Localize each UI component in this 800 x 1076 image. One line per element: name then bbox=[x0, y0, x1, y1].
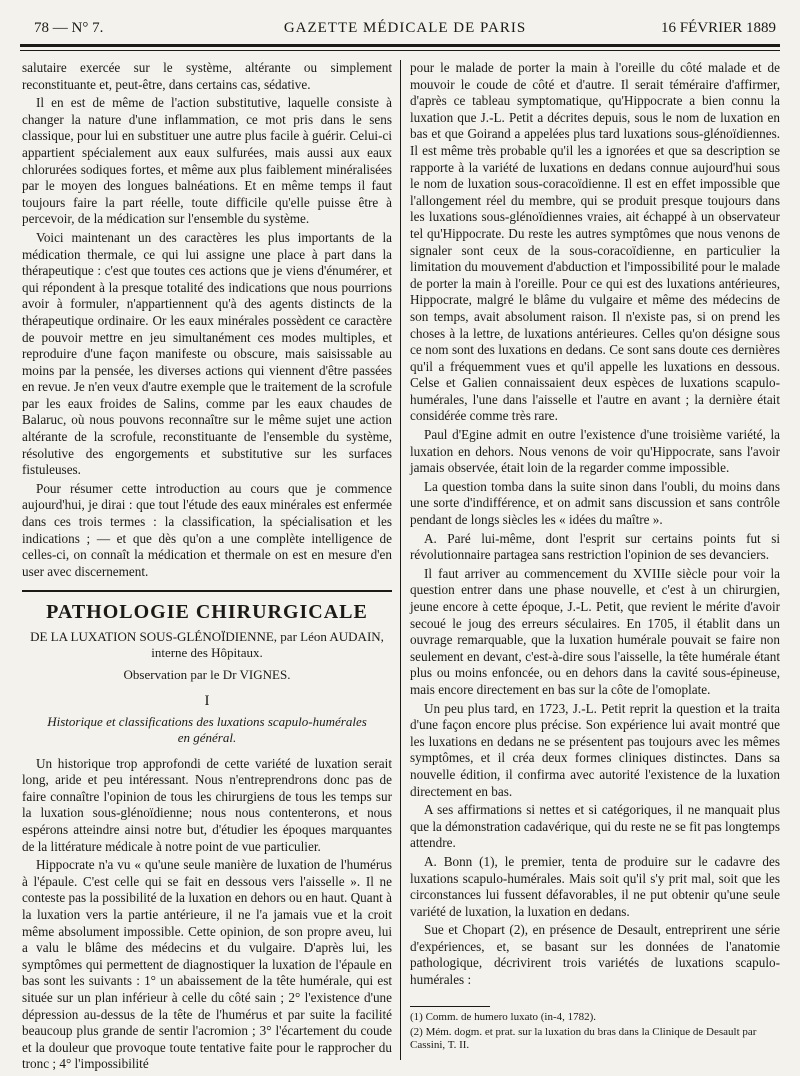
paragraph: A ses affirmations si nettes et si catégoriques, il ne manquait plus que la démonstration cadavérique, qui du reste ne se fit pas longtemps attendre. bbox=[410, 802, 780, 851]
paragraph: Pour résumer cette introduction au cours que je commence aujourd'hui, je dirai : que tout l'étude des eaux minérales est enfermée dans ces trois termes : la classification, la spécialisation et les indications ; — et que dès qu'on a une complète intelligence de celles-ci, on connaît la médication et thermale on est en mesure d'en user avec discernement. bbox=[22, 480, 392, 579]
journal-title: GAZETTE MÉDICALE DE PARIS bbox=[283, 20, 527, 36]
paragraph: Voici maintenant un des caractères les plus importants de la médication thermale, ce qui lui assigne une place à part dans la thérapeutique : c'est que toutes ces actions que je viens d'énumérer, et qui répondent à la presque totalité des indications que nous pourrions avoir à formuler, n'appartiennent qu'à des agents distincts de la thérapeutique ordinaire. Or les eaux minérales possèdent ce caractère de pouvoir mettre en jeu simultanément ces modes multiples, et reproduire d'une façon manifeste ou obscure, mais saisissable au moins par la pensée, les diverses actions qui viennent d'être passées en revue. Je n'en veux d'autre exemple que le traitement de la scrofule par les eaux froides de Salins, comme par les eaux chaudes de Balaruc, où nous pouvons reconnaître sur le même sujet une action altérante de la scrofule, reconstituante de l'ensemble du système, résolutive des engorgements et substitutive sur les surfaces fistuleuses. bbox=[22, 229, 392, 478]
paragraph: Il en est de même de l'action substitutive, laquelle consiste à changer la nature d'une inflammation, ce mot pris dans le sens classique, pour lui en substituer une autre plus facile à guérir. Celui-ci appartient spécialement aux eaux sulfurées, mais aussi aux eaux chlorurées sodiques fortes, et même aux plus faiblement minéralisées par le moyen des longues balnéations. Et en même temps il faut toujours faire la part réelle, toute difficile qu'elle puisse être à percevoir, de la médication sur l'ensemble du système. bbox=[22, 95, 392, 227]
footnote: (1) Comm. de humero luxato (in-4, 1782). bbox=[410, 1011, 597, 1023]
article-byline bbox=[22, 629, 392, 661]
section-numeral: I bbox=[204, 693, 210, 709]
footnote-rule bbox=[410, 1006, 490, 1007]
paragraph: A. Bonn (1), le premier, tenta de produire sur le cadavre des luxations scapulo-humérales. Mais soit qu'il s'y prit mal, soit que les circonstances lui fussent défavorables, il ne put obtenir qu'une seule variété de luxation, la luxation en dedans. bbox=[410, 853, 780, 919]
footnotes bbox=[410, 1006, 780, 1054]
paragraph: Sue et Chopart (2), en présence de Desault, entreprirent une série d'expériences, et, se basant sur les données de l'anatomie pathologique, décrivirent trois variétés de luxations scapulo-humérales : bbox=[410, 922, 780, 988]
paragraph: Hippocrate n'a vu « qu'une seule manière de luxation de l'humérus à l'épaule. C'est celle qui se fait en dessous vers l'aisselle ». Il ne conteste pas la possibilité de la luxation en dehors ou en haut. Quant à la luxation vers la partie antérieure, il ne l'a jamais vue et la croit même absolument impossible. Cette opinion, de son propre aveu, lui a valu le blâme des médecins et du vulgaire. D'après lui, les symptômes qui permettent de diagnostiquer la luxation de l'épaule en bas sont les suivants : 1° un abaissement de la tête humérale, qui est située sur un plan inférieur à celle du côté sain ; 2° l'existence d'une dépression au-dessus de la tête de l'humérus et par suite la facilité beaucoup plus grande de sentir l'acromion ; 3° l'écartement du coude et la douleur que provoque toute tentative faite pour le rapprocher du tronc ; 4° l'impossibilité bbox=[22, 857, 392, 1072]
paragraph: A. Paré lui-même, dont l'esprit sur certains points fut si révolutionnaire partagea sans restriction l'opinion de ses devanciers. bbox=[410, 530, 780, 563]
paragraph: Un historique trop approfondi de cette variété de luxation serait long, aride et peu intéressant. Nous n'entreprendrons donc pas de faire connaître l'opinion de tous les chirurgiens de tous les temps sur la luxation sous-glénoïdienne; nous nous contenterons, et nous espérons atteindre ainsi notre but, d'étudier les époques marquantes de la littérature médicale à notre point de vue particulier. bbox=[22, 755, 392, 854]
header-rule-thin bbox=[20, 50, 780, 51]
page-number: 78 — N° 7. bbox=[34, 20, 104, 36]
byline-line: interne des Hôpitaux. bbox=[151, 645, 263, 660]
left-column bbox=[22, 60, 392, 1072]
paragraph: pour le malade de porter la main à l'oreille du côté malade et de mouvoir le coude de côté et d'autre. Il serait téméraire d'affirmer, d'après ce tableau symptomatique, qu'Hippocrate a bien connu la luxation que J.-L. Petit a décrites depuis, sous le nom de luxation en bas et que Goirand a appelées plus tard luxations sous-glénoïdiennes. Il est même très probable qu'il les a ignorées et que sa description se rapporte à la variété de luxations en dedans connue aujourd'hui sous le nom de luxation sous-coracoïdienne. Il est en effet impossible que l'allongement réel du membre, qui se produit presque toujours dans les luxations sous-glénoïdiennes vraies, ait échappé à un observateur tel qu'Hippocrate. Du reste les autres symptômes que nous venons de signaler sont ceux de la sous-coracoïdienne, en particulier la limitation du mouvement d'abduction et l'impossibilité pour le malade de porter la main à l'oreille. Pour ce qui est des luxations antérieures, Hippocrate, malgré le blâme du vulgaire et même des médecins de son temps, avait absolument raison. Il n'existe pas, si on prend les choses à la lettre, de luxations antérieures. Celles qu'on désigne sous ce nom sont des luxations en dedans. Ce sont sans doute ces dernières qu'il a fréquemment vues et qu'il appelle les luxations en dessous. Celse et Galien connaissaient deux espèces de luxations scapulo-humérales, l'une dans l'aisselle et l'autre en avant ; la dernière était considérée comme très rare. bbox=[410, 60, 780, 424]
section-divider bbox=[22, 590, 392, 592]
observation-credit: Observation par le Dr VIGNES. bbox=[123, 667, 291, 682]
paragraph: Un peu plus tard, en 1723, J.-L. Petit reprit la question et la traita d'une façon encore plus précise. Son expérience lui avait montré que les luxations en dedans ne se présentent pas toujours avec les mêmes symptômes, et il créa deux formes cliniques distinctes. Dans sa nouvelle édition, il confirma avec autorité l'existence de la luxation directement en bas. bbox=[410, 700, 780, 799]
paragraph: La question tomba dans la suite sinon dans l'oubli, du moins dans une sorte d'indifférence, et on admit sans discussion et sans contrôle pendant de longs siècles les « idées du maître ». bbox=[410, 478, 780, 528]
header-rule-thick bbox=[20, 44, 780, 47]
section-subheading: Historique et classifications des luxations scapulo-humérales en général. bbox=[47, 713, 367, 745]
byline-line: DE LA LUXATION SOUS-GLÉNOÏDIENNE, par Léon AUDAIN, bbox=[30, 629, 384, 644]
column-divider bbox=[400, 60, 401, 1060]
paragraph: Il faut arriver au commencement du XVIIIe siècle pour voir la question entrer dans une phase nouvelle, et c'est à un chirurgien, jeune encore à cette époque, J.-L. Petit, que revient le mérite d'avoir secoué le joug des erreurs séculaires. En 1705, il établit dans un ouvrage remarquable, que la luxation humérale pouvait se faire non seulement en devant, c'est-à-dire sous l'aisselle, la tête humérale étant plus ou moins enfoncée, ou en dehors dans la cavité sous-épineuse, mais encore directement en bas sur la côte de l'omoplate. bbox=[410, 565, 780, 697]
section-title: PATHOLOGIE CHIRURGICALE bbox=[46, 601, 368, 624]
footnote: (2) Mém. dogm. et prat. sur la luxation du bras dans la Clinique de Desault par Cassini, T. II. bbox=[410, 1026, 757, 1051]
paragraph: salutaire exercée sur le système, altérante ou simplement reconstituante et, peut-être, dans certains cas, sédative. bbox=[22, 60, 392, 92]
issue-date: 16 FÉVRIER 1889 bbox=[660, 20, 776, 36]
right-column bbox=[410, 60, 780, 1060]
page-header bbox=[34, 14, 776, 42]
paragraph: Paul d'Egine admit en outre l'existence d'une troisième variété, la luxation en dehors. Nous venons de voir qu'Hippocrate, sans l'avoir jamais observée, était loin de la regarder comme impossible. bbox=[410, 427, 780, 476]
